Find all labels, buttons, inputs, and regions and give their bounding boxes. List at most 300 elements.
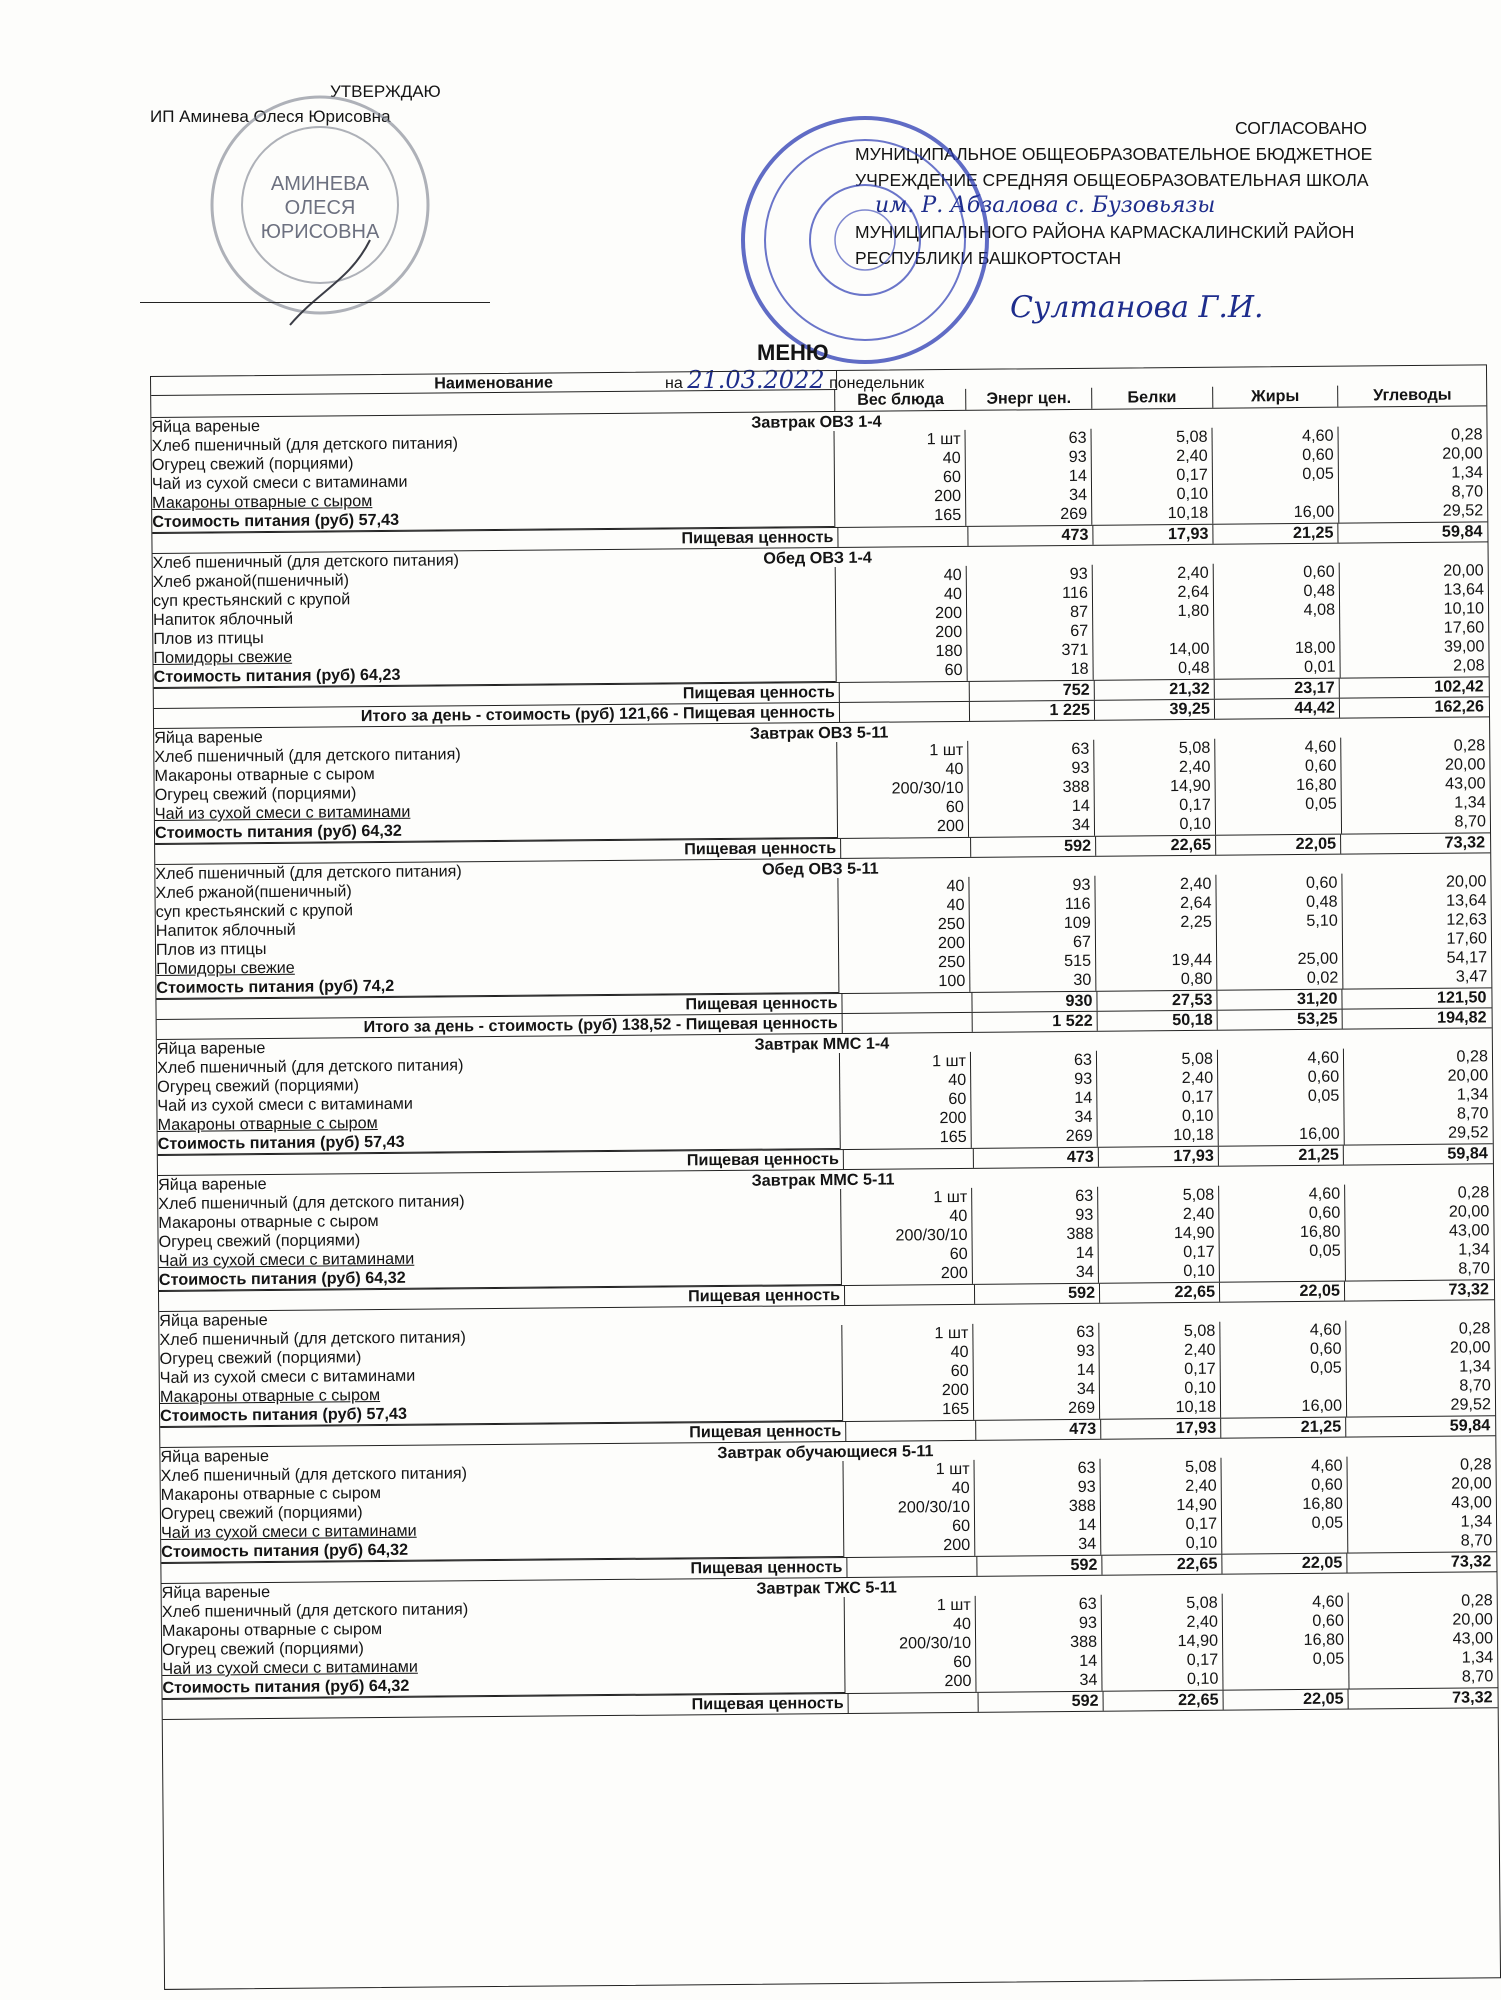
cell-weight: 40 (946, 876, 965, 896)
cell-energy: 371 (1061, 640, 1089, 660)
section-rows (157, 1047, 1493, 1155)
total-label: Пищевая ценность (158, 1150, 844, 1175)
cell-protein: 0,17 (1183, 1242, 1215, 1262)
col-weight (837, 741, 969, 838)
cell-energy: 14 (1079, 1651, 1098, 1670)
total-label: Пищевая ценность (160, 1422, 846, 1447)
cell-fat: 0,60 (1307, 1067, 1340, 1086)
total-label: Пищевая ценность (155, 839, 841, 864)
item-names (155, 878, 839, 999)
total-value: 473 (974, 1148, 1099, 1168)
total-label: Пищевая ценность (163, 1694, 849, 1719)
total-value: 22,65 (1102, 1555, 1222, 1575)
dish-name: Макароны отварные с сыром (154, 765, 375, 785)
cell-energy: 388 (1062, 777, 1090, 797)
school-stamp-icon (735, 110, 995, 370)
section-title: Завтрак ММС 5-11 (751, 1170, 895, 1190)
menu-title: МЕНЮ (757, 340, 829, 365)
cell-fat (1223, 1669, 1348, 1689)
cell-fat: 0,60 (1305, 873, 1338, 892)
cell-carb: 0,28 (1453, 736, 1486, 755)
cell-fat (1221, 1378, 1346, 1398)
total-weight-cell (845, 1285, 975, 1305)
header-protein: Белки (1091, 387, 1212, 409)
cell-protein: 2,64 (1177, 582, 1210, 602)
cell-carb: 20,00 (1452, 1610, 1493, 1629)
col-protein (1102, 1594, 1224, 1691)
dish-name: Помидоры свежие (156, 958, 295, 978)
cell-energy: 269 (1065, 1126, 1093, 1146)
cell-energy: 93 (1077, 1477, 1096, 1496)
col-fat (1221, 1457, 1348, 1554)
cell-weight: 40 (951, 1478, 970, 1498)
cell-weight: 60 (948, 1089, 967, 1109)
dish-name: Хлеб пшеничный (для детского питания) (161, 1600, 469, 1621)
cell-fat: 4,60 (1310, 1456, 1343, 1475)
cell-weight: 1 шт (933, 1187, 968, 1207)
cell-carb: 0,28 (1457, 1183, 1490, 1202)
cell-protein: 0,10 (1183, 1261, 1215, 1281)
first-item: Яйца вареные (157, 1175, 267, 1194)
cell-weight: 200 (937, 933, 966, 953)
item-names (154, 742, 838, 844)
cell-fat: 0,48 (1303, 581, 1335, 600)
dish-name: Огурец свежий (порциями) (151, 454, 354, 474)
total-weight-cell (847, 1557, 977, 1577)
cell-energy: 34 (1074, 1107, 1093, 1126)
cell-carb: 39,00 (1443, 637, 1485, 656)
dish-name: Напиток яблочный (155, 920, 296, 940)
cost-line: Стоимость питания (руб) 57,43 (160, 1401, 842, 1427)
cell-fat: 4,60 (1309, 1320, 1342, 1339)
cell-protein: 5,08 (1183, 1321, 1216, 1341)
day-total-weight-cell (843, 1013, 973, 1033)
date-prefix: на (665, 375, 683, 392)
total-value: 592 (971, 837, 1096, 857)
cell-energy: 30 (1073, 970, 1092, 989)
dish-name: Макароны отварные с сыром (157, 1114, 378, 1134)
dish-name: Плов из птицы (153, 629, 264, 648)
cell-energy: 14 (1074, 1088, 1093, 1107)
cell-energy: 116 (1064, 894, 1091, 914)
cell-carb: 1,34 (1454, 793, 1486, 812)
col-fat (1218, 1049, 1345, 1146)
total-weight-cell (838, 527, 968, 547)
cell-carb: 20,00 (1442, 444, 1483, 463)
total-weight-cell (840, 682, 970, 702)
dish-name: Хлеб пшеничный (для детского питания) (158, 1192, 465, 1213)
col-carb (1346, 1319, 1495, 1416)
value-columns (840, 1047, 1493, 1149)
col-energy (969, 876, 1096, 992)
section-rows (155, 872, 1491, 999)
cell-fat (1222, 1533, 1347, 1553)
cell-fat: 4,60 (1308, 1184, 1341, 1203)
total-value: 17,93 (1093, 525, 1213, 545)
total-value: 21,25 (1213, 524, 1338, 544)
dish-name: Чай из сухой смеси с витаминами (161, 1521, 417, 1542)
cell-fat: 0,60 (1304, 756, 1337, 775)
cell-protein: 5,08 (1181, 1049, 1214, 1069)
col-carb (1342, 872, 1491, 988)
cell-weight: 180 (935, 641, 963, 661)
col-carb (1341, 736, 1490, 833)
item-names (159, 1325, 843, 1427)
cell-protein: 14,90 (1177, 1631, 1219, 1651)
item-names (152, 431, 836, 533)
cell-weight: 200 (936, 816, 965, 836)
cell-fat: 0,05 (1302, 464, 1334, 483)
cell-protein: 14,90 (1176, 1495, 1217, 1515)
section-title: Завтрак ТЖС 5-11 (756, 1578, 897, 1598)
menu-sections (151, 406, 1497, 1720)
cell-protein: 10,18 (1167, 503, 1209, 523)
cell-fat: 16,80 (1299, 1222, 1341, 1241)
cell-weight: 200/30/10 (891, 778, 964, 798)
total-value: 121,50 (1436, 988, 1487, 1007)
cell-protein: 2,40 (1185, 1476, 1217, 1496)
cell-carb: 2,08 (1452, 656, 1485, 675)
total-value: 22,05 (1224, 1690, 1349, 1710)
cell-carb: 20,00 (1445, 872, 1487, 891)
cell-energy: 93 (1069, 564, 1088, 583)
cell-protein (1093, 621, 1213, 641)
col-energy (967, 565, 1094, 681)
cell-fat: 0,48 (1306, 892, 1338, 911)
total-value: 17,93 (1099, 1147, 1219, 1167)
dish-name: Хлеб пшеничный (для детского питания) (159, 1328, 466, 1349)
cell-protein: 0,10 (1184, 1378, 1216, 1398)
cell-carb: 20,00 (1449, 1338, 1491, 1357)
cell-protein: 19,44 (1171, 950, 1213, 970)
item-names (162, 1597, 846, 1699)
total-value: 473 (968, 526, 1093, 546)
cell-energy: 63 (1076, 1322, 1095, 1341)
cell-energy: 269 (1060, 504, 1088, 524)
first-item: Яйца вареные (161, 1582, 271, 1602)
dish-name: Чай из сухой смеси с витаминами (151, 472, 408, 493)
cell-carb: 8,70 (1454, 812, 1487, 831)
dish-name: Чай из сухой смеси с витаминами (154, 802, 411, 823)
cell-carb: 29,52 (1448, 1123, 1489, 1142)
dish-name: Хлеб пшеничный (для детского питания) (160, 1464, 468, 1485)
cell-fat: 16,00 (1301, 1396, 1343, 1415)
cell-weight: 200/30/10 (897, 1497, 970, 1517)
total-value: 22,05 (1220, 1282, 1345, 1302)
cost-line: Стоимость питания (руб) 64,23 (154, 662, 836, 688)
cell-fat: 16,00 (1299, 1124, 1340, 1144)
total-value: 59,84 (1449, 1416, 1491, 1435)
day-total-value: 39,25 (1095, 700, 1215, 720)
cell-weight: 40 (943, 565, 962, 585)
cell-weight: 40 (943, 584, 963, 604)
col-protein (1098, 1186, 1220, 1283)
total-value: 73,32 (1444, 833, 1486, 852)
cell-protein: 2,64 (1180, 893, 1212, 913)
cell-fat: 0,05 (1309, 1241, 1341, 1260)
cell-weight: 250 (937, 914, 965, 934)
cell-protein: 1,80 (1177, 601, 1210, 621)
dish-name: суп крестьянский с крупой (152, 590, 351, 610)
cell-protein: 10,18 (1173, 1125, 1214, 1145)
cell-fat: 0,05 (1312, 1649, 1345, 1668)
col-protein (1100, 1458, 1222, 1555)
cell-carb: 13,64 (1446, 891, 1487, 910)
day-total-value: 44,42 (1215, 699, 1340, 719)
cell-carb: 20,00 (1451, 1474, 1492, 1493)
cell-fat: 16,80 (1296, 775, 1337, 795)
dish-name: Макароны отварные с сыром (161, 1620, 383, 1640)
cell-protein: 2,40 (1176, 446, 1208, 466)
total-value: 22,05 (1222, 1554, 1347, 1574)
cell-weight: 200 (933, 486, 962, 506)
cell-protein: 2,40 (1186, 1612, 1218, 1632)
cell-carb: 20,00 (1444, 755, 1486, 774)
total-value: 752 (970, 681, 1095, 701)
col-protein (1095, 875, 1217, 991)
cell-protein: 5,08 (1186, 1593, 1218, 1613)
section-title: Обед ОВЗ 1-4 (763, 548, 872, 568)
total-label: Пищевая ценность (161, 1558, 847, 1583)
col-protein (1094, 739, 1216, 836)
cost-line: Стоимость питания (руб) 64,32 (159, 1265, 841, 1291)
cell-fat: 0,60 (1308, 1203, 1341, 1222)
cell-carb: 43,00 (1452, 1629, 1494, 1648)
dish-name: Хлеб пшеничный (для детского питания) (151, 434, 459, 455)
cell-energy: 388 (1066, 1224, 1094, 1244)
menu-section (160, 1436, 1496, 1584)
menu-section (154, 717, 1490, 865)
cell-carb: 1,34 (1458, 1240, 1490, 1259)
col-energy (976, 1595, 1103, 1692)
cell-fat (1218, 1106, 1343, 1126)
cell-protein: 0,10 (1181, 1106, 1214, 1126)
cell-fat: 16,80 (1303, 1630, 1345, 1649)
cell-protein: 2,40 (1177, 563, 1209, 583)
cell-energy: 93 (1078, 1613, 1097, 1632)
cell-weight: 200 (940, 1263, 968, 1283)
cell-weight: 200 (943, 1535, 971, 1555)
section-rows (158, 1183, 1494, 1291)
cell-carb: 0,28 (1450, 425, 1483, 444)
menu-section (158, 1164, 1494, 1312)
cell-weight: 165 (941, 1399, 970, 1419)
cell-fat: 0,60 (1312, 1611, 1344, 1630)
cell-protein: 5,08 (1175, 427, 1208, 447)
cell-carb: 17,60 (1443, 618, 1485, 637)
dish-name: Хлеб пшеничный (для детского питания) (154, 745, 461, 766)
total-value: 22,65 (1104, 1691, 1224, 1711)
value-columns (845, 1591, 1498, 1693)
cell-carb: 29,52 (1442, 501, 1484, 520)
cell-carb: 1,34 (1451, 463, 1483, 482)
dish-name: Плов из птицы (155, 940, 267, 959)
total-value: 22,05 (1216, 835, 1341, 855)
menu-section (162, 1572, 1498, 1720)
menu-section (153, 542, 1489, 709)
cell-energy: 109 (1063, 913, 1091, 933)
total-weight-cell (841, 838, 971, 858)
dish-name: Чай из сухой смеси с витаминами (162, 1657, 418, 1678)
cell-fat: 0,05 (1307, 1086, 1340, 1105)
cell-protein: 0,17 (1185, 1514, 1218, 1534)
cell-weight: 1 шт (934, 1323, 969, 1343)
cell-fat: 0,60 (1303, 562, 1335, 581)
cell-carb: 8,70 (1459, 1376, 1491, 1395)
col-fat (1212, 427, 1339, 524)
cell-protein: 14,00 (1168, 639, 1210, 659)
cell-weight: 200 (935, 622, 963, 642)
cell-carb: 12,63 (1446, 910, 1487, 929)
total-weight-cell (844, 1149, 974, 1169)
dish-name: Огурец свежий (порциями) (162, 1639, 364, 1659)
col-weight (843, 1460, 975, 1557)
col-fat (1219, 1185, 1346, 1282)
section-title: Завтрак ОВЗ 5-11 (749, 723, 889, 743)
cell-fat: 4,60 (1312, 1592, 1344, 1611)
col-weight (836, 566, 968, 682)
section-rows (154, 736, 1490, 844)
cell-fat: 0,60 (1302, 445, 1334, 464)
col-weight (842, 1324, 974, 1421)
total-value: 21,25 (1219, 1146, 1344, 1166)
col-carb (1347, 1455, 1496, 1552)
col-carb (1340, 561, 1489, 677)
total-weight-cell (846, 1421, 976, 1441)
dish-name: Хлеб ржаной(пшеничный) (155, 882, 352, 902)
total-value: 17,93 (1101, 1419, 1221, 1439)
cell-energy: 14 (1077, 1515, 1097, 1534)
cell-energy: 18 (1070, 659, 1089, 678)
total-value: 21,25 (1221, 1418, 1346, 1438)
total-label: Пищевая ценность (154, 683, 840, 708)
total-value: 473 (976, 1420, 1101, 1440)
col-energy (966, 429, 1093, 526)
dish-name: Хлеб пшеничный (для детского питания) (156, 1056, 464, 1077)
cell-energy: 63 (1071, 739, 1090, 758)
cell-protein: 2,25 (1180, 912, 1212, 932)
value-columns (835, 425, 1488, 527)
col-energy (973, 1323, 1100, 1420)
cell-protein: 0,10 (1185, 1533, 1218, 1553)
cell-weight: 200 (935, 603, 963, 623)
cell-energy: 67 (1070, 621, 1089, 640)
cell-weight: 1 шт (932, 1051, 967, 1071)
section-rows (152, 425, 1488, 533)
cell-energy: 515 (1064, 951, 1092, 971)
dish-name: Макароны отварные с сыром (152, 492, 373, 512)
cell-fat: 4,60 (1307, 1048, 1340, 1067)
col-energy (974, 1459, 1101, 1556)
agree-line-3: им. Р. Абзалова с. Бузовьязы (875, 193, 1216, 218)
cell-fat (1216, 814, 1341, 834)
cell-fat: 0,05 (1310, 1358, 1342, 1377)
cell-fat: 0,02 (1306, 968, 1339, 987)
cell-carb: 10,10 (1443, 599, 1485, 618)
dish-name: Огурец свежий (порциями) (157, 1076, 360, 1096)
col-fat (1220, 1321, 1347, 1418)
section-title: Завтрак обучающиеся 5-11 (717, 1442, 934, 1463)
total-value: 592 (979, 1692, 1104, 1712)
cell-weight: 1 шт (936, 1595, 971, 1615)
col-protein (1093, 564, 1215, 680)
cell-carb: 43,00 (1445, 774, 1486, 793)
value-columns (836, 561, 1489, 682)
day-total-value: 50,18 (1098, 1011, 1218, 1031)
col-fat (1214, 563, 1341, 679)
cell-protein: 5,08 (1178, 738, 1211, 758)
cell-carb: 20,00 (1443, 561, 1484, 580)
menu-section (151, 406, 1487, 554)
cell-fat: 16,80 (1302, 1494, 1343, 1513)
cell-carb: 20,00 (1448, 1202, 1490, 1221)
cell-weight: 60 (945, 797, 964, 817)
svg-text:АМИНЕВА: АМИНЕВА (270, 173, 370, 195)
total-value: 592 (977, 1556, 1102, 1576)
cell-protein: 10,18 (1175, 1397, 1217, 1417)
cell-protein: 0,48 (1177, 658, 1210, 678)
total-value: 31,20 (1217, 990, 1342, 1010)
cell-protein: 5,08 (1182, 1185, 1215, 1205)
first-item: Яйца вареные (156, 1039, 266, 1058)
cell-protein: 0,17 (1176, 465, 1208, 485)
day-total-value: 1 522 (973, 1012, 1098, 1032)
value-columns (838, 872, 1491, 993)
cell-protein: 0,10 (1176, 484, 1209, 504)
header-carb: Углеводы (1337, 384, 1486, 406)
cell-energy: 34 (1075, 1262, 1094, 1281)
total-weight-cell (842, 993, 972, 1013)
cell-energy: 63 (1078, 1594, 1097, 1613)
cell-carb: 0,28 (1456, 1047, 1489, 1066)
cell-protein: 14,90 (1173, 1223, 1215, 1243)
cell-weight: 1 шт (929, 740, 964, 760)
cost-line: Стоимость питания (руб) 64,32 (162, 1673, 844, 1699)
cell-fat: 0,05 (1305, 794, 1337, 813)
dish-name: Макароны отварные с сыром (158, 1212, 379, 1232)
dish-name: Огурец свежий (порциями) (159, 1348, 362, 1368)
col-carb (1345, 1183, 1494, 1280)
cell-weight: 60 (944, 660, 963, 680)
dish-name: Макароны отварные с сыром (160, 1484, 382, 1504)
cell-carb: 8,70 (1460, 1531, 1493, 1550)
col-fat (1215, 738, 1342, 835)
cell-carb: 54,17 (1446, 948, 1488, 967)
item-names (158, 1189, 842, 1291)
dish-name: Чай из сухой смеси с витаминами (159, 1366, 416, 1387)
cell-protein: 0,17 (1179, 795, 1211, 815)
first-item: Яйца вареные (160, 1447, 270, 1466)
cell-energy: 93 (1076, 1341, 1095, 1360)
cell-carb: 8,70 (1451, 482, 1484, 501)
total-value: 27,53 (1097, 991, 1217, 1011)
cell-weight: 40 (949, 1206, 968, 1226)
total-value: 930 (972, 992, 1097, 1012)
col-energy (971, 1051, 1098, 1148)
approve-name: ИП Аминева Олеся Юрисовна (150, 107, 391, 126)
cell-protein: 5,08 (1184, 1457, 1217, 1477)
cell-protein: 0,17 (1186, 1650, 1219, 1670)
cell-carb: 43,00 (1448, 1221, 1490, 1240)
cell-weight: 200/30/10 (898, 1633, 972, 1653)
cell-carb: 8,70 (1456, 1104, 1489, 1123)
total-weight-cell (849, 1693, 979, 1713)
first-item: Яйца вареные (159, 1311, 268, 1330)
section-title: Обед ОВЗ 5-11 (761, 859, 879, 879)
cell-energy: 63 (1075, 1186, 1094, 1205)
cell-energy: 269 (1067, 1398, 1096, 1418)
section-rows (159, 1319, 1495, 1427)
